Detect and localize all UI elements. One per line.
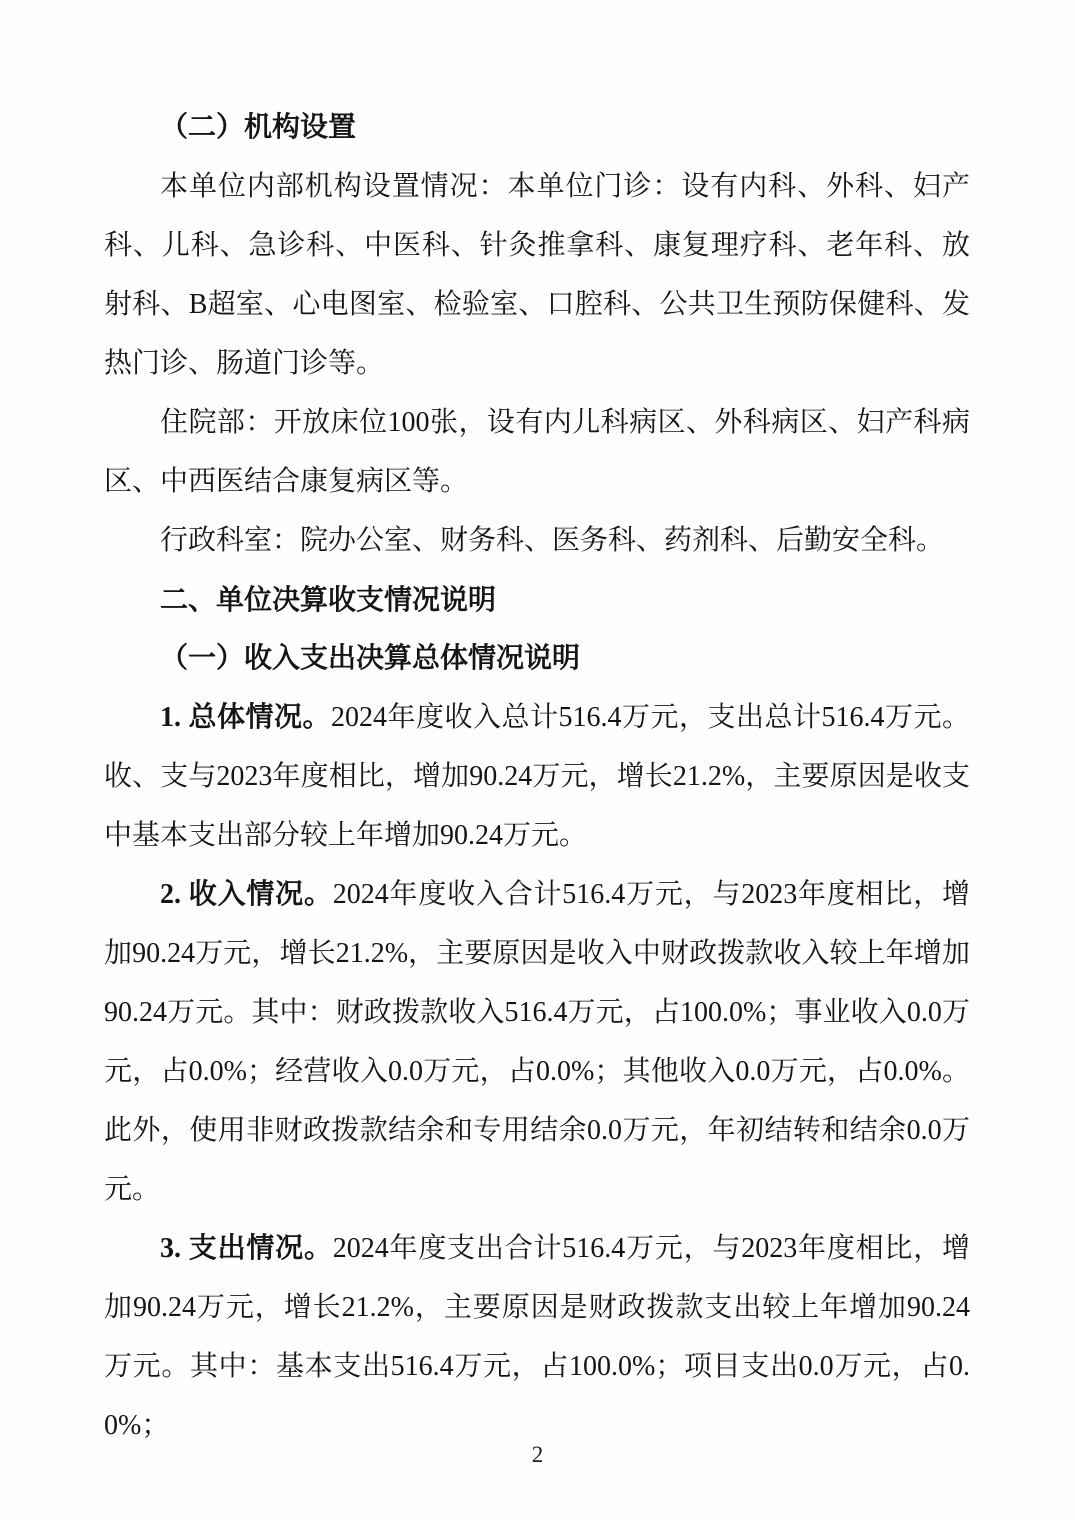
heading-org-setup: （二）机构设置 [160,112,357,143]
paragraph-overall-lead: 1. 总体情况。 [160,702,331,733]
heading-section-two: 二、单位决算收支情况说明 [160,584,497,615]
paragraph-expenditure-lead: 3. 支出情况。 [160,1233,333,1264]
paragraph-income-situation [104,865,970,1219]
paragraph-expenditure-situation [104,1219,970,1455]
document-body [104,98,970,1455]
paragraph-inpatient-dept: 住院部：开放床位100张，设有内儿科病区、外科病区、妇产科病区、中西医结合康复病区等。 [104,407,970,497]
heading-subsection-one: （一）收入支出决算总体情况说明 [160,643,581,674]
paragraph-internal-structure: 本单位内部机构设置情况：本单位门诊：设有内科、外科、妇产科、儿科、急诊科、中医科、针灸推拿科、康复理疗科、老年科、放射科、B超室、心电图室、检验室、口腔科、公共卫生预防保健科、发热门诊、肠道门诊等。 [104,171,970,379]
paragraph-admin-offices: 行政科室：院办公室、财务科、医务科、药剂科、后勤安全科。 [160,525,945,556]
paragraph-overall-situation [104,688,970,865]
paragraph-overall-text: 2024年度收入总计516.4万元，支出总计516.4万元。收、支与2023年度相比，增加90.24万元，增长21.2%，主要原因是收支中基本支出部分较上年增加90.24万元。 [104,702,970,851]
paragraph-income-text: 2024年度收入合计516.4万元，与2023年度相比，增加90.24万元，增长21.2%，主要原因是收入中财政拨款收入较上年增加90.24万元。其中：财政拨款收入516.4万元，占100.0%；事业收入0.0万元，占0.0%；经营收入0.0万元，占0.0%；其他收入0.0万元，占0.0%。此外，使用非财政拨款结余和专用结余0.0万元，年初结转和结余0.0万元。 [104,879,970,1205]
paragraph-income-lead: 2. 收入情况。 [160,879,333,910]
page-number: 2 [531,1442,544,1467]
paragraph-expenditure-text: 2024年度支出合计516.4万元，与2023年度相比，增加90.24万元，增长21.2%，主要原因是财政拨款支出较上年增加90.24万元。其中：基本支出516.4万元，占100.0%；项目支出0.0万元，占0.0%； [104,1233,970,1441]
